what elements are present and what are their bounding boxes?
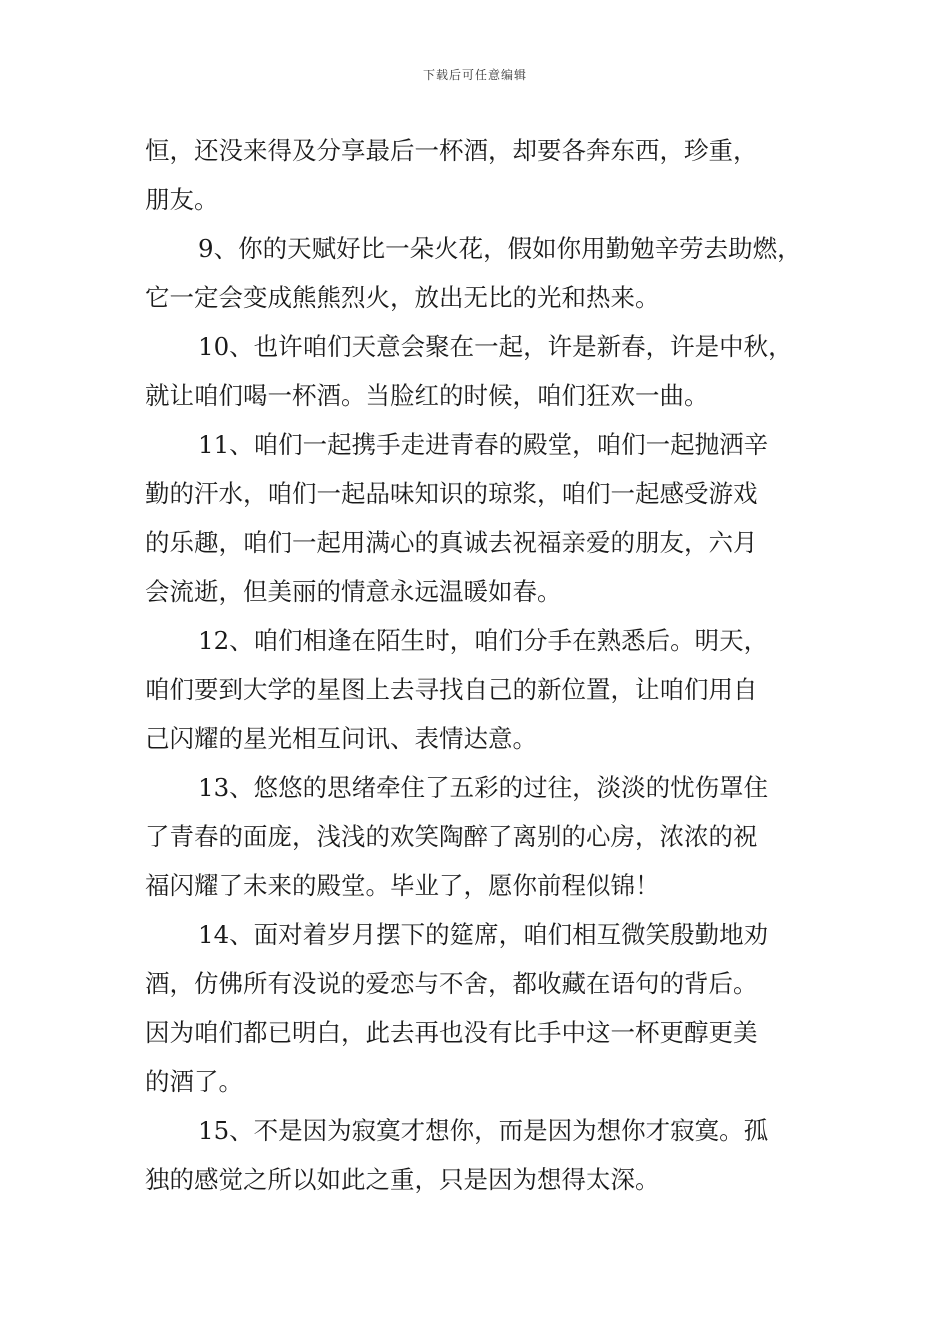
text-line: 了青春的面庞，浅浅的欢笑陶醉了离别的心房，浓浓的祝 [145, 822, 758, 851]
text-line: 勤的汗水，咱们一起品味知识的琼浆，咱们一起感受游戏 [145, 479, 758, 508]
text-line: 10、也许咱们天意会聚在一起，许是新春，许是中秋， [198, 332, 793, 361]
paragraph-11 [145, 420, 835, 616]
paragraph-14 [145, 910, 835, 1106]
text-line: 12、咱们相逢在陌生时，咱们分手在熟悉后。明天， [198, 626, 769, 655]
text-line: 13、悠悠的思绪牵住了五彩的过往，淡淡的忧伤罩住 [198, 773, 769, 802]
document-body [145, 126, 835, 1204]
text-line: 酒，仿佛所有没说的爱恋与不舍，都收藏在语句的背后。 [145, 969, 758, 998]
text-line: 咱们要到大学的星图上去寻找自己的新位置，让咱们用自 [145, 675, 758, 704]
text-line: 的乐趣，咱们一起用满心的真诚去祝福亲爱的朋友，六月 [145, 528, 758, 557]
text-line: 15、不是因为寂寞才想你，而是因为想你才寂寞。孤 [198, 1116, 769, 1145]
text-line: 14、面对着岁月摆下的筵席，咱们相互微笑殷勤地劝 [198, 920, 769, 949]
paragraph-13 [145, 763, 835, 910]
text-line: 独的感觉之所以如此之重，只是因为想得太深。 [145, 1165, 660, 1194]
paragraph-continuation [145, 126, 835, 224]
text-line: 9、你的天赋好比一朵火花，假如你用勤勉辛劳去助燃， [198, 234, 802, 263]
text-line: 福闪耀了未来的殿堂。毕业了，愿你前程似锦！ [145, 871, 660, 900]
text-line: 己闪耀的星光相互问讯、表情达意。 [145, 724, 537, 753]
page-header: 下载后可任意编辑 [422, 68, 527, 82]
text-line: 因为咱们都已明白，此去再也没有比手中这一杯更醇更美 [145, 1018, 758, 1047]
text-line: 它一定会变成熊熊烈火，放出无比的光和热来。 [145, 283, 660, 312]
text-line: 就让咱们喝一杯酒。当脸红的时候，咱们狂欢一曲。 [145, 381, 709, 410]
text-line: 11、咱们一起携手走进青春的殿堂，咱们一起抛洒辛 [198, 430, 769, 459]
paragraph-15 [145, 1106, 835, 1204]
paragraph-10 [145, 322, 835, 420]
text-line: 朋友。 [145, 185, 219, 214]
text-line: 的酒了。 [145, 1067, 243, 1096]
text-line: 恒，还没来得及分享最后一杯酒，却要各奔东西，珍重， [145, 136, 758, 165]
paragraph-12 [145, 616, 835, 763]
paragraph-9 [145, 224, 835, 322]
text-line: 会流逝，但美丽的情意永远温暖如春。 [145, 577, 562, 606]
